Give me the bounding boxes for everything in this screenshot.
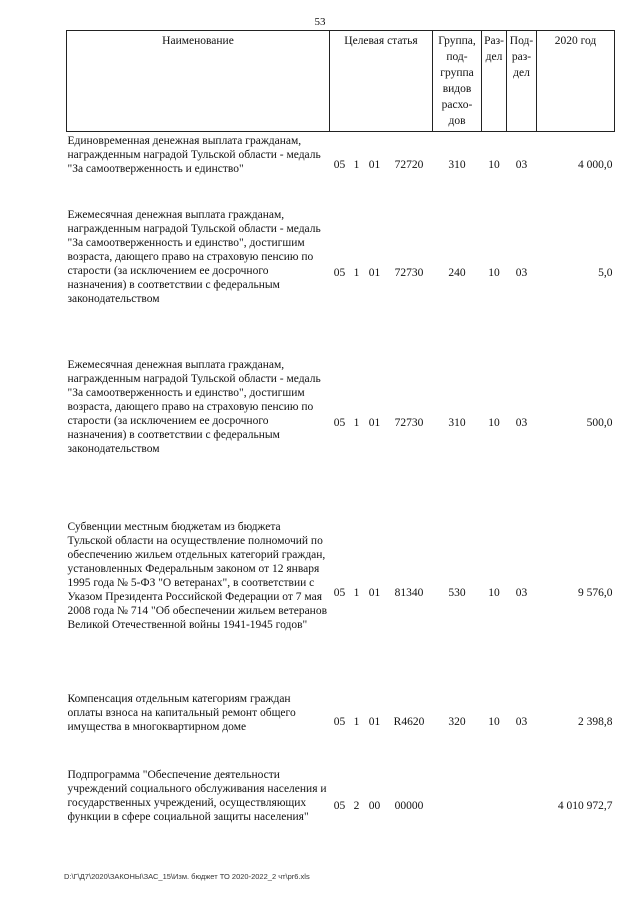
header-year: 2020 год (537, 31, 615, 132)
code-program: 05 (333, 799, 346, 812)
code-subprogram: 1 (353, 586, 360, 599)
code-direction: 72730 (394, 266, 424, 279)
amount-2020: 4 010 972,7 (557, 799, 613, 812)
table-header-row (67, 31, 615, 132)
code-subprogram: 2 (353, 799, 360, 812)
code-subprogram: 1 (353, 715, 360, 728)
table-row (67, 756, 615, 856)
row-name: Ежемесячная денежная выплата гражданам, награжденным наградой Тульской области - медаль "За самоотверженность и единство", достигшим возраста, дающего право на страховую пенсию по старости (за исключением ее досрочного назначения) в соответствии с федеральным законодательством (67, 358, 321, 455)
code-main-event: 00 (368, 799, 381, 812)
expense-group: 310 (448, 416, 466, 429)
section (482, 756, 507, 856)
subsection: 03 (515, 158, 528, 171)
expense-group: 530 (448, 586, 466, 599)
table-row (67, 348, 615, 498)
header-subsection: Под- раз- дел (507, 31, 537, 132)
amount-2020: 9 576,0 (578, 586, 613, 599)
code-program: 05 (333, 586, 346, 599)
code-subprogram: 1 (353, 416, 360, 429)
row-name: Единовременная денежная выплата гражданам, награжденным наградой Тульской области - медаль "За самоотверженность и единство" (67, 135, 321, 175)
code-main-event: 01 (368, 266, 381, 279)
amount-2020: 2 398,8 (578, 715, 613, 728)
row-name: Компенсация отдельным категориям граждан оплаты взноса на капитальный ремонт общего имущества в многоквартирном доме (67, 692, 296, 733)
code-direction: 81340 (394, 586, 424, 599)
code-subprogram: 1 (353, 158, 360, 171)
table-row (67, 498, 615, 688)
code-program: 05 (333, 158, 346, 171)
code-program: 05 (333, 266, 346, 279)
table-row (67, 198, 615, 348)
section: 10 (488, 586, 500, 599)
expense-group (433, 756, 482, 856)
expense-group: 320 (448, 715, 466, 728)
subsection (507, 756, 537, 856)
footer-file-path: D:\Г\Д7\2020\ЗАКОНЫ\ЗАС_15\Изм. бюджет ТО 2020-2022_2 чт\pr6.xls (64, 872, 310, 881)
code-direction: 72730 (394, 416, 424, 429)
row-name: Ежемесячная денежная выплата гражданам, награжденным наградой Тульской области - медаль "За самоотверженность и единство", достигшим возраста, дающего право на страховую пенсию по старости (за исключением ее досрочного назначения) в соответствии с федеральным законодательством (67, 208, 321, 305)
code-main-event: 01 (368, 416, 381, 429)
subsection: 03 (515, 586, 528, 599)
code-main-event: 01 (368, 586, 381, 599)
code-direction: R4620 (393, 715, 425, 728)
budget-table (66, 30, 615, 856)
row-name: Подпрограмма "Обеспечение деятельности учреждений социального обслуживания населения и государственных учреждений, осуществляющих функции в сфере социальной защиты населения" (67, 768, 327, 823)
code-main-event: 01 (368, 158, 381, 171)
code-program: 05 (333, 715, 346, 728)
subsection: 03 (515, 416, 528, 429)
table-row (67, 132, 615, 198)
table-row (67, 688, 615, 756)
header-expense-group: Группа, под- группа видов расхо- дов (433, 31, 482, 132)
amount-2020: 5,0 (598, 266, 613, 279)
subsection: 03 (515, 266, 528, 279)
section: 10 (488, 266, 500, 279)
section: 10 (488, 158, 500, 171)
page-number: 53 (314, 16, 326, 28)
header-target-article: Целевая статья (330, 31, 433, 132)
section: 10 (488, 416, 500, 429)
section: 10 (488, 715, 500, 728)
expense-group: 240 (448, 266, 466, 279)
header-name: Наименование (67, 31, 330, 132)
code-direction: 72720 (394, 158, 424, 171)
subsection: 03 (515, 715, 528, 728)
code-program: 05 (333, 416, 346, 429)
expense-group: 310 (448, 158, 466, 171)
amount-2020: 4 000,0 (578, 158, 613, 171)
code-main-event: 01 (368, 715, 381, 728)
amount-2020: 500,0 (586, 416, 613, 429)
header-section: Раз- дел (482, 31, 507, 132)
code-subprogram: 1 (353, 266, 360, 279)
row-name: Субвенции местным бюджетам из бюджета Тульской области на осуществление полномочий по обеспечению жильем отдельных категорий граждан, установленных Федеральным законом от 12 января 1995 года № 5-ФЗ "О ветеранах", в соответствии с Указом Президента Российской Федерации от 7 мая 2008 года № 714 "Об обеспечении жильем ветеранов Великой Отечественной войны 1941-1945 годов" (67, 520, 328, 631)
code-direction: 00000 (394, 799, 424, 812)
